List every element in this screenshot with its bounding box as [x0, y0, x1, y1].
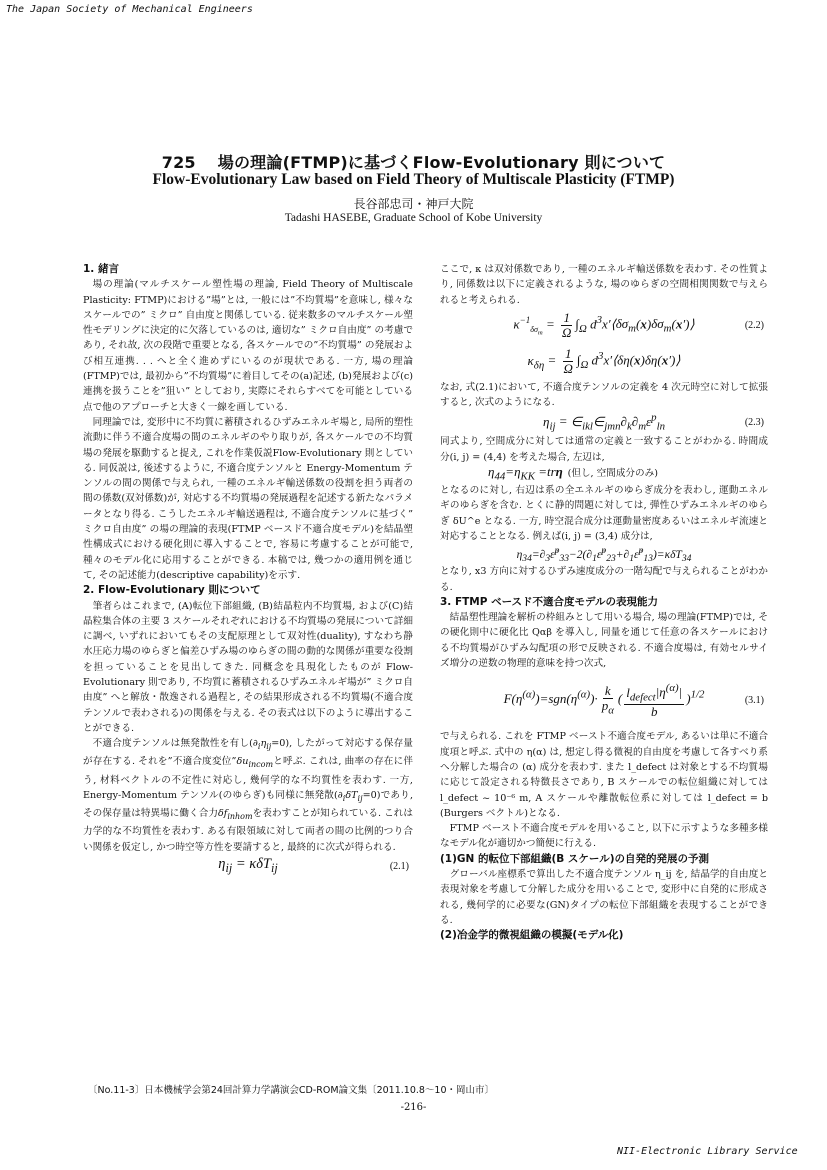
right-paragraph-1: ここで, κ は双対係数であり, 一種のエネルギ輸送係数を表わす. その性質より, 同係数は以下に定義されるような, 場のゆらぎの空間相関関数で与えられると考えられる.: [440, 264, 768, 306]
nii-service-footer: NII-Electronic Library Service: [617, 1146, 798, 1157]
intro-paragraph-1: 場の理論(マルチスケール塑性場の理論, Field Theory of Multiscale Plasticity: FTMP)における”場”とは, 一般には”不均質場”を意味し, 様々なスケールでの” ミクロ” 自由度と関係している. 従来数多のマルチスケール塑性モデリングに決定的に欠落しているのは, 適切な” ミクロ自由度” の考慮であり, それ故, 次の段階で重要となる, 各スケールでの”不均質場” の発展および相互連携. . . へと全く進めずにいるのが現状である. 一方, 場の理論(FTMP)では, 最初から”不均質場”に着目してその(a)記述, (b)発展および(c)連携を扱うことを”狙い” としており, 実際にそれらすべてを可能としている点で他のアプローチと大きく一線を画している.: [83, 279, 413, 413]
title-jp-text: 場の理論(FTMP)に基づくFlow-Evolutionary 則について: [217, 153, 666, 172]
equation-3-1-label: (3.1): [744, 694, 764, 706]
equation-eta44: $\eta_{44}=\eta_{KK} =tr\eta$ (但し, 空間成分のみ): [488, 463, 658, 483]
equation-3-1: $F(\eta^{(\alpha)})=sgn(\eta^{(\alpha)})\cdot$ $\frac{k}{p_\alpha}$ ( $\frac{l_{defect}|\eta^{(\alpha)}|}{b}$ )$^{1/2}$ (3.1): [503, 682, 764, 720]
equation-2-2-a: $\kappa^{-1}_{\delta\sigma_m}$ = $\frac{1}{\Omega}$ $\int_\Omega$ $d^3x'⟨\delta\sigma_m(x)\delta\sigma_m(x')⟩$ (2.2): [513, 309, 764, 340]
right-paragraph-3: 同式より, 空間成分に対しては通常の定義と一致することがわかる. 時間成分(i, j) = (4,4) を考えた場合, 左辺は,: [440, 436, 768, 463]
author-en: Tadashi HASEBE, Graduate School of Kobe University: [284, 212, 543, 224]
equation-2-2-b: $\kappa_{\delta\eta}$ = $\frac{1}{\Omega}$ $\int_\Omega$ $d^3x'⟨\delta\eta(x)\delta\eta(x')⟩$: [527, 346, 681, 377]
right-column: [440, 262, 768, 944]
paper-title-en: Flow-Evolutionary Law based on Field Theory of Multiscale Plasticity (FTMP): [152, 171, 675, 188]
section-3-paragraph-1: 結晶塑性理論を解析の枠組みとして用いる場合, 場の理論(FTMP)では, その硬化則中に硬化比 Qαβ を導入し, 同量を通じて任意の各スケールにおける不均質場がひずみ勾配項の形で反映される. 不適合度場は, 有効セルサイズ増分の逆数の物理的意味を持つ次式,: [440, 612, 768, 670]
equation-2-2-label: (2.2): [744, 320, 764, 332]
equation-2-1: $\eta_{ij} = \kappa\delta T_{ij}$ (2.1): [218, 856, 409, 876]
right-paragraph-4: となるのに対し, 右辺は系の全エネルギのゆらぎ成分を表わし, 運動エネルギのゆらぎを含む. とくに静的問題に対しては, 弾性ひずみエネルギのゆらぎ δU^e となる. 一方, 時空混合成分は運動量密度あるいはエネルギ流速と対応することとなる. 例えば(i, j) = (3,4) 成分は,: [440, 485, 768, 542]
equation-eta34: $\eta_{34}=\partial_3\varepsiloṅ^p_{33}-2(\partial_1\varepsiloṅ^p_{23}+\partial_1\varepsiloṅ^p_{13})=\kappa\delta T_{34}$: [516, 544, 692, 564]
section-3-paragraph-2: で与えられる. これを FTMP ベースト不適合度モデル, あるいは単に不適合度項と呼ぶ. 式中の η(α) は, 想定し得る微視的自由度を考慮して各すべり系へ分解した場合の (α) 成分を表わす. また l_defect は対象とする不均質場に応じて設定される特徴長さであり, B スケールでの転位組織に対しては l_defect ~ 10⁻⁶ m, A スケールや離散転位系に対しては l_defect = b (Burgers ベクトル)となる.: [440, 731, 768, 819]
subsection-2-heading: (2)冶金学的微視組織の模擬(モデル化): [440, 929, 624, 942]
author-jp: 長谷部忠司・神戸大院: [353, 197, 474, 211]
equation-2-3-label: (2.3): [744, 416, 764, 428]
intro-paragraph-2: 同理論では, 変形中に不均質に蓄積されるひずみエネルギ場と, 局所的塑性流動に伴う不適合度場の間のエネルギのやり取りが, 各スケールでの不均質場の発展を駆動すると捉え, これを作業仮説Flow-Evolutionary 則としている. 同仮説は, 後述するように, 不適合度テンソルと Energy-Momentum テンソルの間の関係で与えられ, 一種のエネルギ輸送係数の役割を担う両者の間の係数(双対係数)が, 対応する不均質場の発展過程を記述する新たなパラメータとなり得る. こうしたエネルギ輸送過程は, 不適合度テンソルに基づく” ミクロ自由度” の場の理論的表現(FTMP ベースド不適合度モデル)を結晶塑性構成式における硬化則に導入することで, 容易に考慮することが可能で, 種々のモデル化に応用することができる. 本稿では, 幾つかの適用例を通じて, その記述能力(descriptive capability)を示す.: [83, 416, 413, 581]
conference-footer: 〔No.11-3〕日本機械学会第24回計算力学講演会CD-ROM論文集〔2011.10.8～10・岡山市〕: [88, 1085, 495, 1096]
page-number: -216-: [400, 1102, 427, 1113]
right-paragraph-2: なお, 式(2.1)において, 不適合度テンソルの定義を 4 次元時空に対して拡張すると, 次式のようになる.: [440, 381, 768, 409]
society-header: The Japan Society of Mechanical Engineers: [6, 4, 253, 15]
subsection-1-paragraph: グローバル座標系で算出した不適合度テンソル η_ij を, 結晶学的自由度と表現対象を考慮して分解した成分を用いることで, 変形中に自発的に形成される, 幾何学的に必要な(GN)タイプの転位下部組織を表現することができる.: [440, 869, 768, 926]
section-3-heading: 3. FTMP ベースド不適合度モデルの表現能力: [440, 595, 659, 608]
section-2-paragraph-1: 筆者らはこれまで, (A)転位下部組織, (B)結晶粒内不均質場, および(C)結晶粒集合体の主要 3 スケールそれぞれにおける不均質場の発展について詳細に調べ, いずれにおいてもその支配原理として双対性(duality), すなわち静水圧応力場のゆらぎと偏差ひずみ場のゆらぎの間の動的な関係が重要な役割を担っていることを見出してきた. 同概念を具現化したものが Flow-Evolutionary 則であり, 不均質に蓄積されるひずみエネルギ場が” ミクロ自由度” へと解放・散逸される過程と, その結果形成される不均質場(不適合度テンソルで表わされる)の関係を与える. その表式は以下のように導出することができる.: [83, 600, 413, 734]
section-2-heading: 2. Flow-Evolutionary 則について: [83, 584, 261, 597]
paper-number: 725: [161, 153, 196, 172]
left-column: [83, 262, 413, 879]
equation-2-3: $\eta_{ij}$ = $\in_{ikl}\in_{jmn}\partial_k\partial_m\varepsilon^p_{ln}$ (2.3): [543, 411, 764, 433]
section-1-heading: 1. 緒言: [83, 263, 119, 275]
subsection-1-heading: (1)GN 的転位下部組織(B スケール)の自発的発展の予測: [440, 852, 710, 865]
right-paragraph-5: となり, x3 方向に対するひずみ速度成分の一階勾配で与えられることがわかる.: [440, 566, 768, 593]
paper-title-jp: [0, 150, 827, 173]
equation-2-1-label: (2.1): [389, 861, 409, 873]
section-3-paragraph-3: FTMP ベースト不適合度モデルを用いること, 以下に示すような多種多様なモデル化が適切かつ簡便に行える.: [440, 823, 768, 850]
section-2-paragraph-2: 不適合度テンソルは無発散性を有し$(\partial_i\eta_{ij}=0)$, したがって対応する保存量が存在する. それを”不適合度変位$”\delta u_{incom}$と呼ぶ. これは, 曲率の存在に伴う, 材料ベクトルの不定性に対応し, 幾何学的な不均質性を表わす. 一方, Energy-Momentum テンソル(のゆらぎ)も同様に無発散$(\partial_i\delta T_{ij}=0)$であり, その保存量は特異場に働く合力$\delta f_{inhom}$を表わすことが知られている. これは力学的な不均質性を表わす. ある有限領域に対して両者の間の比例的つり合い関係を仮定し, かつ時空等方性を要請すると, 最終的に次式が得られる.: [83, 738, 414, 853]
